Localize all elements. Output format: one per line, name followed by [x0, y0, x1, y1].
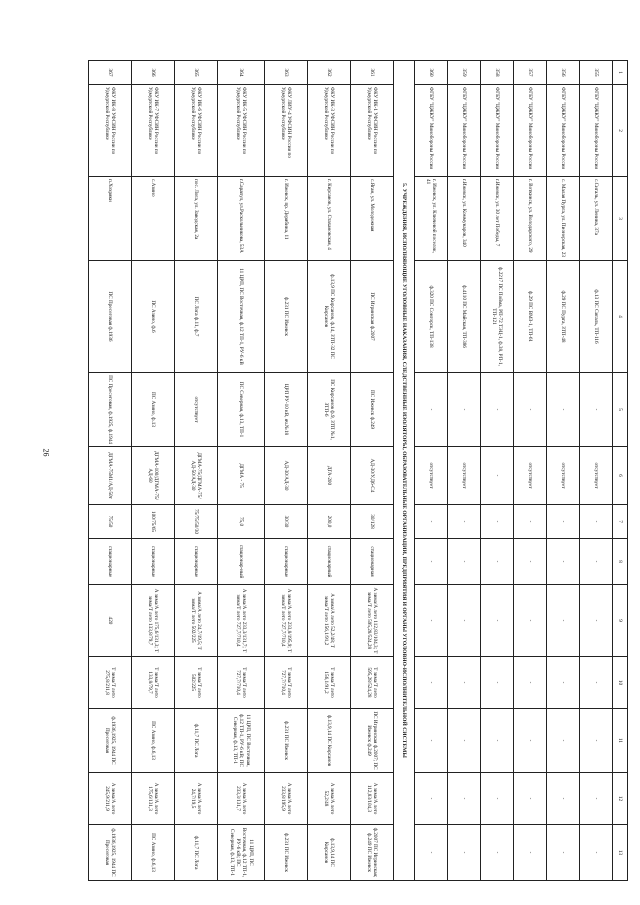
table-cell-col-4: 11 ЦРП, ПС Восточная, ф.12 ТП-1, РУ-6 кВ: [218, 261, 265, 373]
table-cell-col-7: 30/30: [265, 505, 308, 539]
table-cell-col-11: ф.13,9,14 ПС Кирсанов: [308, 709, 351, 773]
table-cell-col-12: А зима/А лето 245,9/211,9: [89, 773, 132, 825]
table-cell-col-1: 360: [415, 61, 448, 85]
table-cell-col-3: с.Азино: [132, 177, 175, 261]
table-cell-col-3: г. Ижевск, пр. Дерябина, 11: [265, 177, 308, 261]
table-cell-col-9: А зима/А лето 112,83/104,3; Т зима/Т лето 595,28/524,28: [351, 585, 394, 657]
table-cell-col-3: с. Малая Пурга, ул. Пионерская, 23: [547, 177, 580, 261]
table-cell-col-10: Т зима/Т лето 727,7/710,4: [218, 657, 265, 709]
table-cell-col-9: 420: [89, 585, 132, 657]
table-cell-col-1: 366: [132, 61, 175, 85]
table-cell-col-11: ф.11,7 ПС Лога: [175, 709, 218, 773]
table-cell-col-1: 367: [89, 61, 132, 85]
col-header-7: 7: [613, 505, 628, 539]
table-row: [514, 61, 547, 881]
table-cell-col-12: -: [580, 773, 613, 825]
table-row: [580, 61, 613, 881]
table-cell-col-9: А зима/А лето 52,2/48; Т зима/Т лето 156,1/91,2: [308, 585, 351, 657]
table-cell-col-3: г.Ижевск, ул. Коммунаров, 340: [448, 177, 481, 261]
table-cell-col-7: -: [547, 505, 580, 539]
table-cell-col-1: 356: [547, 61, 580, 85]
col-header-1: 1: [613, 61, 628, 85]
table-cell-col-8: стационар-ный: [218, 539, 265, 585]
table-cell-col-6: ДГМА - 75: [218, 447, 265, 505]
table-cell-col-7: -: [415, 505, 448, 539]
table-cell-col-4: ПС Азино, ф.6: [132, 261, 175, 373]
table-cell-col-6: отсутствует: [514, 447, 547, 505]
table-cell-col-9: -: [547, 585, 580, 657]
table-cell-col-5: -: [580, 373, 613, 447]
table-cell-col-13: ф.1936,1925, 1944 ПС Пресеговая: [89, 825, 132, 881]
table-cell-col-11: -: [481, 709, 514, 773]
table-cell-col-2: ФКУ ИК-8 УФСИН России по Удмуртской Республике: [89, 85, 132, 177]
table-cell-col-5: ЦРП РУ-10 кВ, яч.№18: [265, 373, 308, 447]
table-cell-col-10: Т зима/Т лето 156,1/91,2: [308, 657, 351, 709]
table-cell-col-9: А зима/А лето 233,8/195,9; Т зима/Т лето 727,7/710,4: [265, 585, 308, 657]
table-cell-col-12: -: [481, 773, 514, 825]
table-body-bottom: [89, 61, 394, 881]
table-cell-col-10: -: [481, 657, 514, 709]
table-row: [132, 61, 175, 881]
table-cell-col-13: -: [415, 825, 448, 881]
table-cell-col-12: А зима/А лето 24,7/19,5: [175, 773, 218, 825]
table-cell-col-7: 100/75/65: [132, 505, 175, 539]
table-cell-col-13: ф.2007 ПС Игринская; ф.249 ПС Ижевск: [351, 825, 394, 881]
table-cell-col-7: 75/50: [89, 505, 132, 539]
table-cell-col-6: АД-30/У.Д6-С4: [351, 447, 394, 505]
table-cell-col-5: -: [547, 373, 580, 447]
table-row: [448, 61, 481, 881]
table-cell-col-4: ПС Игринская ф.2007: [351, 261, 394, 373]
header-row: [613, 61, 628, 881]
table-cell-col-11: ф.1936,1925, 1944 ПС Пресеговая: [89, 709, 132, 773]
table-cell-col-2: ФКУ ИК-6 УФСИН России по Удмуртской Республике: [175, 85, 218, 177]
table-cell-col-6: АД-30/АД-30: [265, 447, 308, 505]
table-row: [218, 61, 265, 881]
table-cell-col-4: ф.29 ПС Пурга, ЗТП-48: [547, 261, 580, 373]
table-cell-col-5: ПС Ижевск ф.249: [351, 373, 394, 447]
table-cell-col-10: Т зима/Т лето 502/225: [175, 657, 218, 709]
table-cell-col-11: ПС Игринская ф.2007; ПС Ижевск ф.249: [351, 709, 394, 773]
table-cell-col-6: отсутствует: [415, 447, 448, 505]
table-row: [481, 61, 514, 881]
table-cell-col-2: ФКУ ИК-1 УФСИН России по Удмуртской Республике: [351, 85, 394, 177]
table-cell-col-13: ПС Азино, ф.6,13: [132, 825, 175, 881]
table-cell-col-12: А зима/А лето 233,8/195,9: [265, 773, 308, 825]
table-cell-col-3: г. Воткинск, ул. Володарского, 29: [514, 177, 547, 261]
table-cell-col-12: А зима/А лето 233,3/131,7: [218, 773, 265, 825]
table-cell-col-5: -: [514, 373, 547, 447]
table-cell-col-2: ФКУ ИК-3 УФСИН России по Удмуртской Республике: [308, 85, 351, 177]
table-cell-col-3: г. Кирсанов, ул. Стахановская, 4: [308, 177, 351, 261]
col-header-13: 13: [613, 825, 628, 881]
table-cell-col-9: А зима/А лето 233,3/131,7; Т зима/Т лето 727,7/710,4: [218, 585, 265, 657]
section-row: [394, 61, 415, 881]
table-cell-col-8: -: [514, 539, 547, 585]
table-cell-col-6: отсутствует: [547, 447, 580, 505]
table-cell-col-5: ПС Кирсанов ф.9, ЗТП №1, ЗТП-6: [308, 373, 351, 447]
data-table: [88, 60, 628, 881]
table-cell-col-9: А зима/А лето 175,6/131,3; Т зима/Т лето 133,8/79,7: [132, 585, 175, 657]
table-cell-col-5: -: [448, 373, 481, 447]
table-cell-col-10: Т зима/Т лето 133,8/79,7: [132, 657, 175, 709]
table-cell-col-8: стационарный: [308, 539, 351, 585]
table-cell-col-10: Т зима/Т лето 275,8/211,8: [89, 657, 132, 709]
table-cell-col-12: А зима/А лето 52,2/48: [308, 773, 351, 825]
section-title: 5. УЧРЕЖДЕНИЯ, ИСПОЛНЯЮЩИЕ УГОЛОВНЫЕ НАКАЗАНИЯ, СЛЕДСТВЕННЫЕ ИЗОЛЯТОРЫ, ОБРАЗОВАТЕЛЬНЫЕ ОРГАНИЗАЦИИ, ПРЕДПРИЯТИЯ И ОРГАНЫ УГОЛОВНО-ИСПОЛНИТЕЛЬНОЙ СИСТЕМЫ: [394, 61, 415, 881]
table-cell-col-13: -: [448, 825, 481, 881]
table-cell-col-5: ПС Северная, ф.13, ТП-1: [218, 373, 265, 447]
table-cell-col-11: 11 ЦРП, ПС Восточная, ф.12 ТП-1, РУ-6 кВ; ПС Северная, ф.13, ТП-1: [218, 709, 265, 773]
table-cell-col-9: -: [514, 585, 547, 657]
table-cell-col-2: ФКУ ЛИУ-4 УФСИН России по Удмуртской Республике: [265, 85, 308, 177]
col-header-8: 8: [613, 539, 628, 585]
table-cell-col-5: ПС Пресеговая, ф.1925, ф.1944: [89, 373, 132, 447]
table-cell-col-4: ПС Лога ф.11, ф.7: [175, 261, 218, 373]
section-heading: [394, 61, 415, 881]
table-cell-col-8: -: [547, 539, 580, 585]
col-header-11: 11: [613, 709, 628, 773]
table-cell-col-3: г.Сарапул, ул.Раскольникова, 53А: [218, 177, 265, 261]
table-cell-col-12: -: [547, 773, 580, 825]
table-cell-col-2: ФГБУ "ЦЖКУ" Минобороны России: [481, 85, 514, 177]
table-cell-col-7: -: [580, 505, 613, 539]
table-cell-col-13: ф.13,9,14 ПС Кирсанов: [308, 825, 351, 881]
table-row: [265, 61, 308, 881]
table-cell-col-8: стационарные: [265, 539, 308, 585]
table-cell-col-1: 364: [218, 61, 265, 85]
table-cell-col-9: -: [580, 585, 613, 657]
table-cell-col-1: 361: [351, 61, 394, 85]
table-cell-col-4: ф.4110 ПС Майская, ТП-386: [448, 261, 481, 373]
table-cell-col-1: 362: [308, 61, 351, 85]
table-cell-col-4: ф.231 ПС Ижевск: [265, 261, 308, 373]
table-cell-col-7: -: [448, 505, 481, 539]
table-cell-col-13: -: [547, 825, 580, 881]
table-cell-col-3: с.Яган, ул. Молодежная: [351, 177, 394, 261]
table-cell-col-4: ПС Пресеговая ф.1936: [89, 261, 132, 373]
table-cell-col-7: -: [481, 505, 514, 539]
table-cell-col-6: отсутствует: [448, 447, 481, 505]
col-header-9: 9: [613, 585, 628, 657]
table-cell-col-13: -: [514, 825, 547, 881]
table-row: [308, 61, 351, 881]
table-cell-col-9: -: [415, 585, 448, 657]
table-row: [351, 61, 394, 881]
table-row: [415, 61, 448, 881]
table-cell-col-10: Т зима/Т лето 727,7/710,4: [265, 657, 308, 709]
table-cell-col-3: п.Хохряки: [89, 177, 132, 261]
table-cell-col-7: 75,0: [218, 505, 265, 539]
table-cell-col-9: А зима/А лето 24,7/19,5; Т зима/Т лето 502/225: [175, 585, 218, 657]
table-cell-col-3: с.Сигаль, ул. Ленина, 37а: [580, 177, 613, 261]
table-cell-col-9: -: [448, 585, 481, 657]
table-cell-col-7: 200,0: [308, 505, 351, 539]
table-cell-col-4: ф.13 ПС Сигаль, ТП-116: [580, 261, 613, 373]
table-cell-col-6: отсутствует: [580, 447, 613, 505]
table-cell-col-6: ДГМА-100/ДГМА-75/АД-60: [132, 447, 175, 505]
table-cell-col-8: -: [580, 539, 613, 585]
col-header-6: 6: [613, 447, 628, 505]
table-cell-col-5: отсутствует: [175, 373, 218, 447]
table-cell-col-10: -: [448, 657, 481, 709]
col-header-3: 3: [613, 177, 628, 261]
table-cell-col-2: ФКУ ИК-5 УФСИН России по Удмуртской Республике: [218, 85, 265, 177]
table-cell-col-1: 358: [481, 61, 514, 85]
table-cell-col-1: 365: [175, 61, 218, 85]
table-cell-col-11: -: [448, 709, 481, 773]
table-cell-col-8: -: [481, 539, 514, 585]
table-cell-col-8: стационарные: [132, 539, 175, 585]
col-header-5: 5: [613, 373, 628, 447]
table-cell-col-8: -: [448, 539, 481, 585]
table-cell-col-12: -: [514, 773, 547, 825]
table-cell-col-10: -: [580, 657, 613, 709]
table-cell-col-11: ПС Азино, ф.6,13: [132, 709, 175, 773]
table-cell-col-8: -: [415, 539, 448, 585]
table-cell-col-6: -: [481, 447, 514, 505]
table-cell-col-7: -: [514, 505, 547, 539]
col-header-12: 12: [613, 773, 628, 825]
table-cell-col-2: ФГБУ "ЦЖКУ" Минобороны России: [448, 85, 481, 177]
table-cell-col-11: -: [514, 709, 547, 773]
rotated-table-container: [65, 60, 628, 880]
table-cell-col-10: -: [514, 657, 547, 709]
table-cell-col-8: стационарные: [175, 539, 218, 585]
table-cell-col-5: ПС Азино, ф.13: [132, 373, 175, 447]
table-cell-col-13: 11 ЦРП, ПС Восточная, ф.12 ТП-1, РУ-6 кВ; ПС Северная, ф.13, ТП-1: [218, 825, 265, 881]
table-cell-col-10: -: [415, 657, 448, 709]
table-cell-col-4: ф.2217 ПС Пойма, РП-72 ТЭЦ-1, ф.38, РП-1, ТП-121: [481, 261, 514, 373]
col-header-4: 4: [613, 261, 628, 373]
table-cell-col-3: г. Ижевск, ул. Ключевой поселок, 41: [415, 177, 448, 261]
table-cell-col-8: стационарные: [89, 539, 132, 585]
table-cell-col-1: 357: [514, 61, 547, 85]
table-cell-col-2: ФГБУ "ЦЖКУ" Минобороны России: [580, 85, 613, 177]
table-cell-col-11: ф.231 ПС Ижевск: [265, 709, 308, 773]
table-cell-col-13: -: [481, 825, 514, 881]
table-cell-col-11: -: [547, 709, 580, 773]
table-cell-col-2: ФГБУ "ЦЖКУ" Минобороны России: [514, 85, 547, 177]
table-cell-col-1: 355: [580, 61, 613, 85]
table-cell-col-6: ДГМА-75М1/АД-50т: [89, 447, 132, 505]
table-cell-col-12: А зима/А лето 175,6/131,3: [132, 773, 175, 825]
table-cell-col-11: -: [580, 709, 613, 773]
table-cell-col-1: 363: [265, 61, 308, 85]
table-cell-col-4: ф.13,9 ПС Кирсанов, ф.14, ЗТП-32 ПС Кирсанов: [308, 261, 351, 373]
table-cell-col-10: Т зима/Т лето 595,28/524,28: [351, 657, 394, 709]
table-cell-col-2: ФГБУ "ЦЖКУ" Минобороны России: [547, 85, 580, 177]
table-cell-col-12: -: [448, 773, 481, 825]
table-cell-col-13: ф.11,7 ПС Лога: [175, 825, 218, 881]
table-cell-col-4: ф.29 ПС ВМЗ-1, ТП-61: [514, 261, 547, 373]
table-row: [175, 61, 218, 881]
col-header-10: 10: [613, 657, 628, 709]
table-cell-col-6: ДГМА-75/ДГМА-75/АД-50/АД-30: [175, 447, 218, 505]
col-header-2: 2: [613, 85, 628, 177]
page-number: 26: [41, 448, 51, 457]
table-cell-col-10: -: [547, 657, 580, 709]
table-cell-col-5: -: [415, 373, 448, 447]
table-cell-col-5: -: [481, 373, 514, 447]
table-cell-col-6: ДГА-200: [308, 447, 351, 505]
table-cell-col-12: -: [415, 773, 448, 825]
table-cell-col-3: пос. Лога, ул. Заводская, 2а: [175, 177, 218, 261]
table-cell-col-2: ФКУ ИК-7 УФСИН России по Удмуртской Республике: [132, 85, 175, 177]
table-cell-col-7: 75/75/50/30: [175, 505, 218, 539]
table-cell-col-11: -: [415, 709, 448, 773]
table-cell-col-4: ф.320 ПС Сонгорск, ТП-138: [415, 261, 448, 373]
table-cell-col-12: А зима/А лето 112,83/104,3: [351, 773, 394, 825]
table-cell-col-1: 359: [448, 61, 481, 85]
table-cell-col-2: ФГБУ "ЦЖКУ" Минобороны России: [415, 85, 448, 177]
table-cell-col-7: 30/128: [351, 505, 394, 539]
table-cell-col-9: -: [481, 585, 514, 657]
table-body-top: [415, 61, 613, 881]
table-cell-col-8: стационарная: [351, 539, 394, 585]
table-row: [89, 61, 132, 881]
table-cell-col-13: ф.231 ПС Ижевск: [265, 825, 308, 881]
table-cell-col-3: г.Ижевск, ул. 30 лет Победы, 7: [481, 177, 514, 261]
table-cell-col-13: -: [580, 825, 613, 881]
table-row: [547, 61, 580, 881]
